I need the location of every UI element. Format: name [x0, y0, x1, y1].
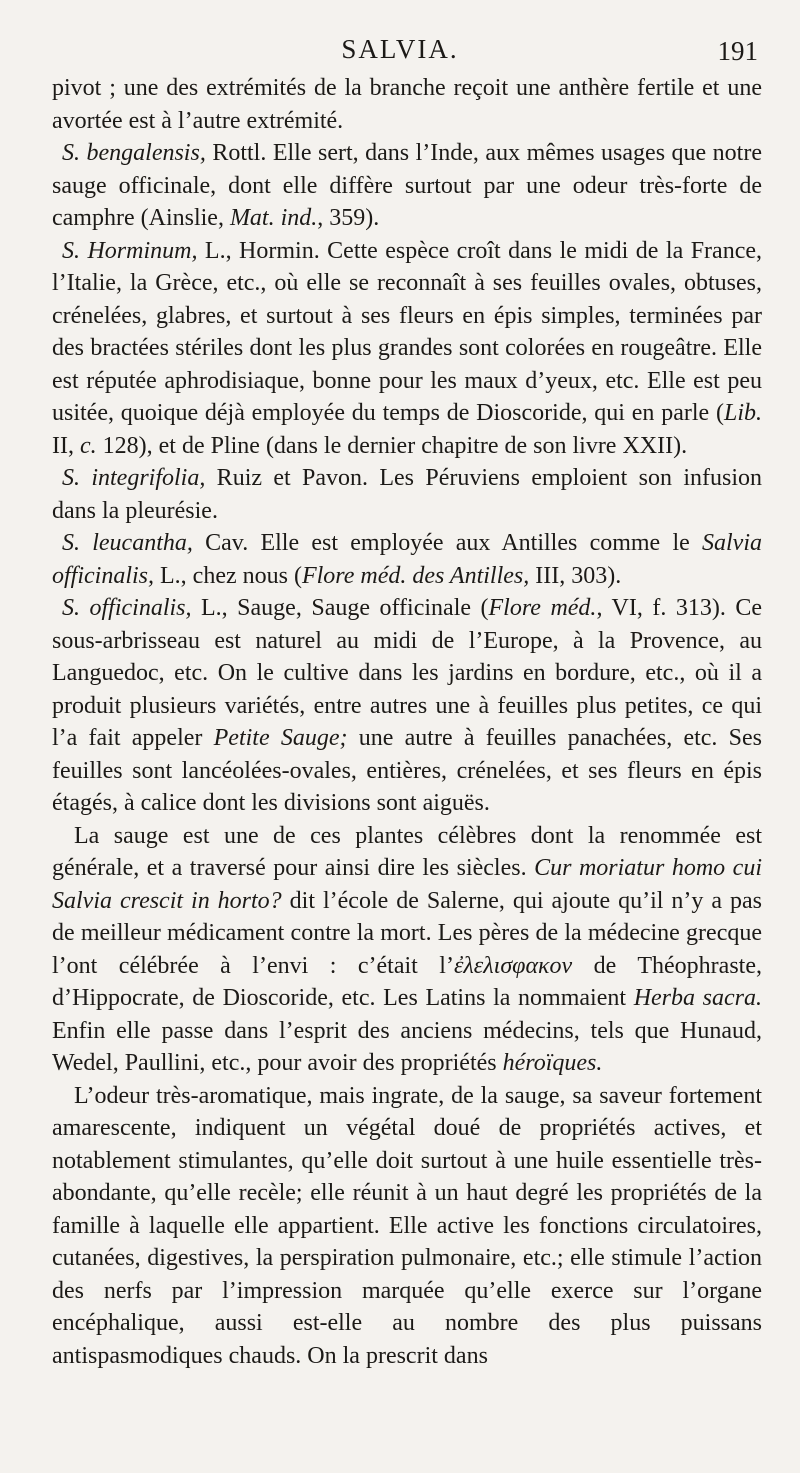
entry-text: III, 303). — [529, 562, 622, 589]
citation-title: Mat. ind. — [229, 205, 318, 231]
emphasis: héroïques. — [502, 1050, 603, 1076]
entry-text: 128), et de Pline (dans le dernier chapitre de son livre XXII). — [96, 432, 688, 459]
running-head: SALVIA. — [341, 34, 459, 64]
species-reference: Salvia officinalis, — [52, 530, 763, 589]
entry-text: Ruiz et Pavon. Les Péruviens emploient son infusion dans la pleurésie. — [52, 465, 763, 524]
page-number: 191 — [717, 36, 758, 66]
citation-title: Lib. — [723, 400, 762, 426]
page-header — [0, 34, 800, 74]
species-name: S. bengalensis, — [62, 140, 206, 166]
species-name: S. officinalis, — [62, 595, 192, 621]
species-name: S. integrifolia, — [62, 465, 206, 491]
citation-chapter: c. — [79, 432, 97, 459]
entry-s-bengalensis — [52, 137, 762, 235]
entry-text: une autre à feuilles panachées, etc. Ses feuilles sont lancéolées-ovales, entières, crénelées, et ses fleurs en épis étagés, à calice dont les divisions sont aiguës. — [52, 725, 762, 816]
paragraph-text: L’odeur très-aromatique, mais ingrate, de la sauge, sa saveur fortement amarescente, indiquent un végétal doué de propriétés actives, et notablement stimulantes, qu’elle doit surtout à une huile essentielle très-abondante, qu’elle recèle; elle réunit à un haut degré les propriétés de la famille à laquelle elle appartient. Elle active les fonctions circulatoires, cutanées, digestives, la perspiration pulmonaire, etc.; elle stimule l’action des nerfs par l’impression marquée qu’elle exerce sur l’organe encéphalique, aussi est-elle au nombre des plus puissans antispasmodiques chauds. On la prescrit dans — [52, 1082, 762, 1369]
entry-text: L., Sauge, Sauge officinale ( — [191, 595, 489, 621]
species-name: S. Horminum, — [62, 237, 198, 264]
entry-text: II, — [52, 432, 80, 459]
body-text — [52, 72, 762, 1372]
paragraph-text: La sauge est une de ces plantes célèbres dont la renommée est générale, et a traversé pour ainsi dire les siècles. — [52, 822, 762, 881]
citation-title: Flore méd. — [488, 595, 597, 621]
greek-word: ἐλελισφακον — [453, 952, 573, 979]
paragraph-text: Enfin elle passe dans l’esprit des anciens médecins, tels que Hunaud, Wedel, Paullini, etc., pour avoir des propriétés — [52, 1017, 762, 1076]
entry-text: , 359). — [317, 205, 380, 231]
entry-s-officinalis — [52, 592, 762, 820]
entry-s-integrifolia — [52, 462, 762, 527]
entry-text: , VI, f. 313). Ce sous-arbrisseau est naturel au midi de l’Europe, à la Provence, au Languedoc, etc. On le cultive dans les jardins en bordure, etc., où il a produit plusieurs variétés, entre autres une à feuilles plus petites, ce qui l’a fait appeler — [52, 595, 762, 751]
entry-text: Rottl. Elle sert, dans l’Inde, aux mêmes usages que notre sauge officinale, dont elle diffère surtout par une odeur très-forte de camphre (Ainslie, — [52, 140, 762, 231]
entry-text: L., chez nous ( — [154, 562, 302, 589]
species-name: S. leucantha, — [62, 530, 193, 556]
paragraph-text: de Théophraste, d’Hippocrate, de Dioscoride, etc. Les Latins la nommaient — [52, 952, 762, 1011]
common-name: Petite Sauge; — [213, 725, 348, 751]
latin-name: Herba sacra. — [633, 985, 762, 1011]
paragraph-history — [52, 820, 762, 1080]
latin-quote: Cur moriatur homo cui Salvia crescit in horto? — [52, 855, 762, 914]
paragraph-properties — [52, 1080, 762, 1373]
entry-text: Cav. Elle est employée aux Antilles comme le — [192, 530, 703, 556]
paragraph-text: pivot ; une des extrémités de la branche reçoit une anthère fertile et une avortée est à l’autre extrémité. — [52, 75, 762, 134]
paragraph-continuation — [52, 72, 762, 137]
paragraph-text: dit l’école de Salerne, qui ajoute qu’il n’y a pas de meilleur médicament contre la mort. Les pères de la médecine grecque l’ont célébrée à l’envi : c’était l’ — [52, 887, 762, 979]
entry-text: L., Hormin. Cette espèce croît dans le midi de la France, l’Italie, la Grèce, etc., où elle se reconnaît à ses feuilles ovales, obtuses, crénelées, glabres, et surtout à ses fleurs en épis simples, terminées par des bractées stériles dont les plus grandes sont colorées en rougeâtre. Elle est réputée aphrodisiaque, bonne pour les maux d’yeux, etc. Elle est peu usitée, quoique déjà employée du temps de Dioscoride, qui en parle ( — [52, 237, 762, 426]
entry-s-horminum — [52, 235, 762, 463]
entry-s-leucantha — [52, 527, 762, 592]
citation-title: Flore méd. des Antilles, — [301, 562, 530, 589]
